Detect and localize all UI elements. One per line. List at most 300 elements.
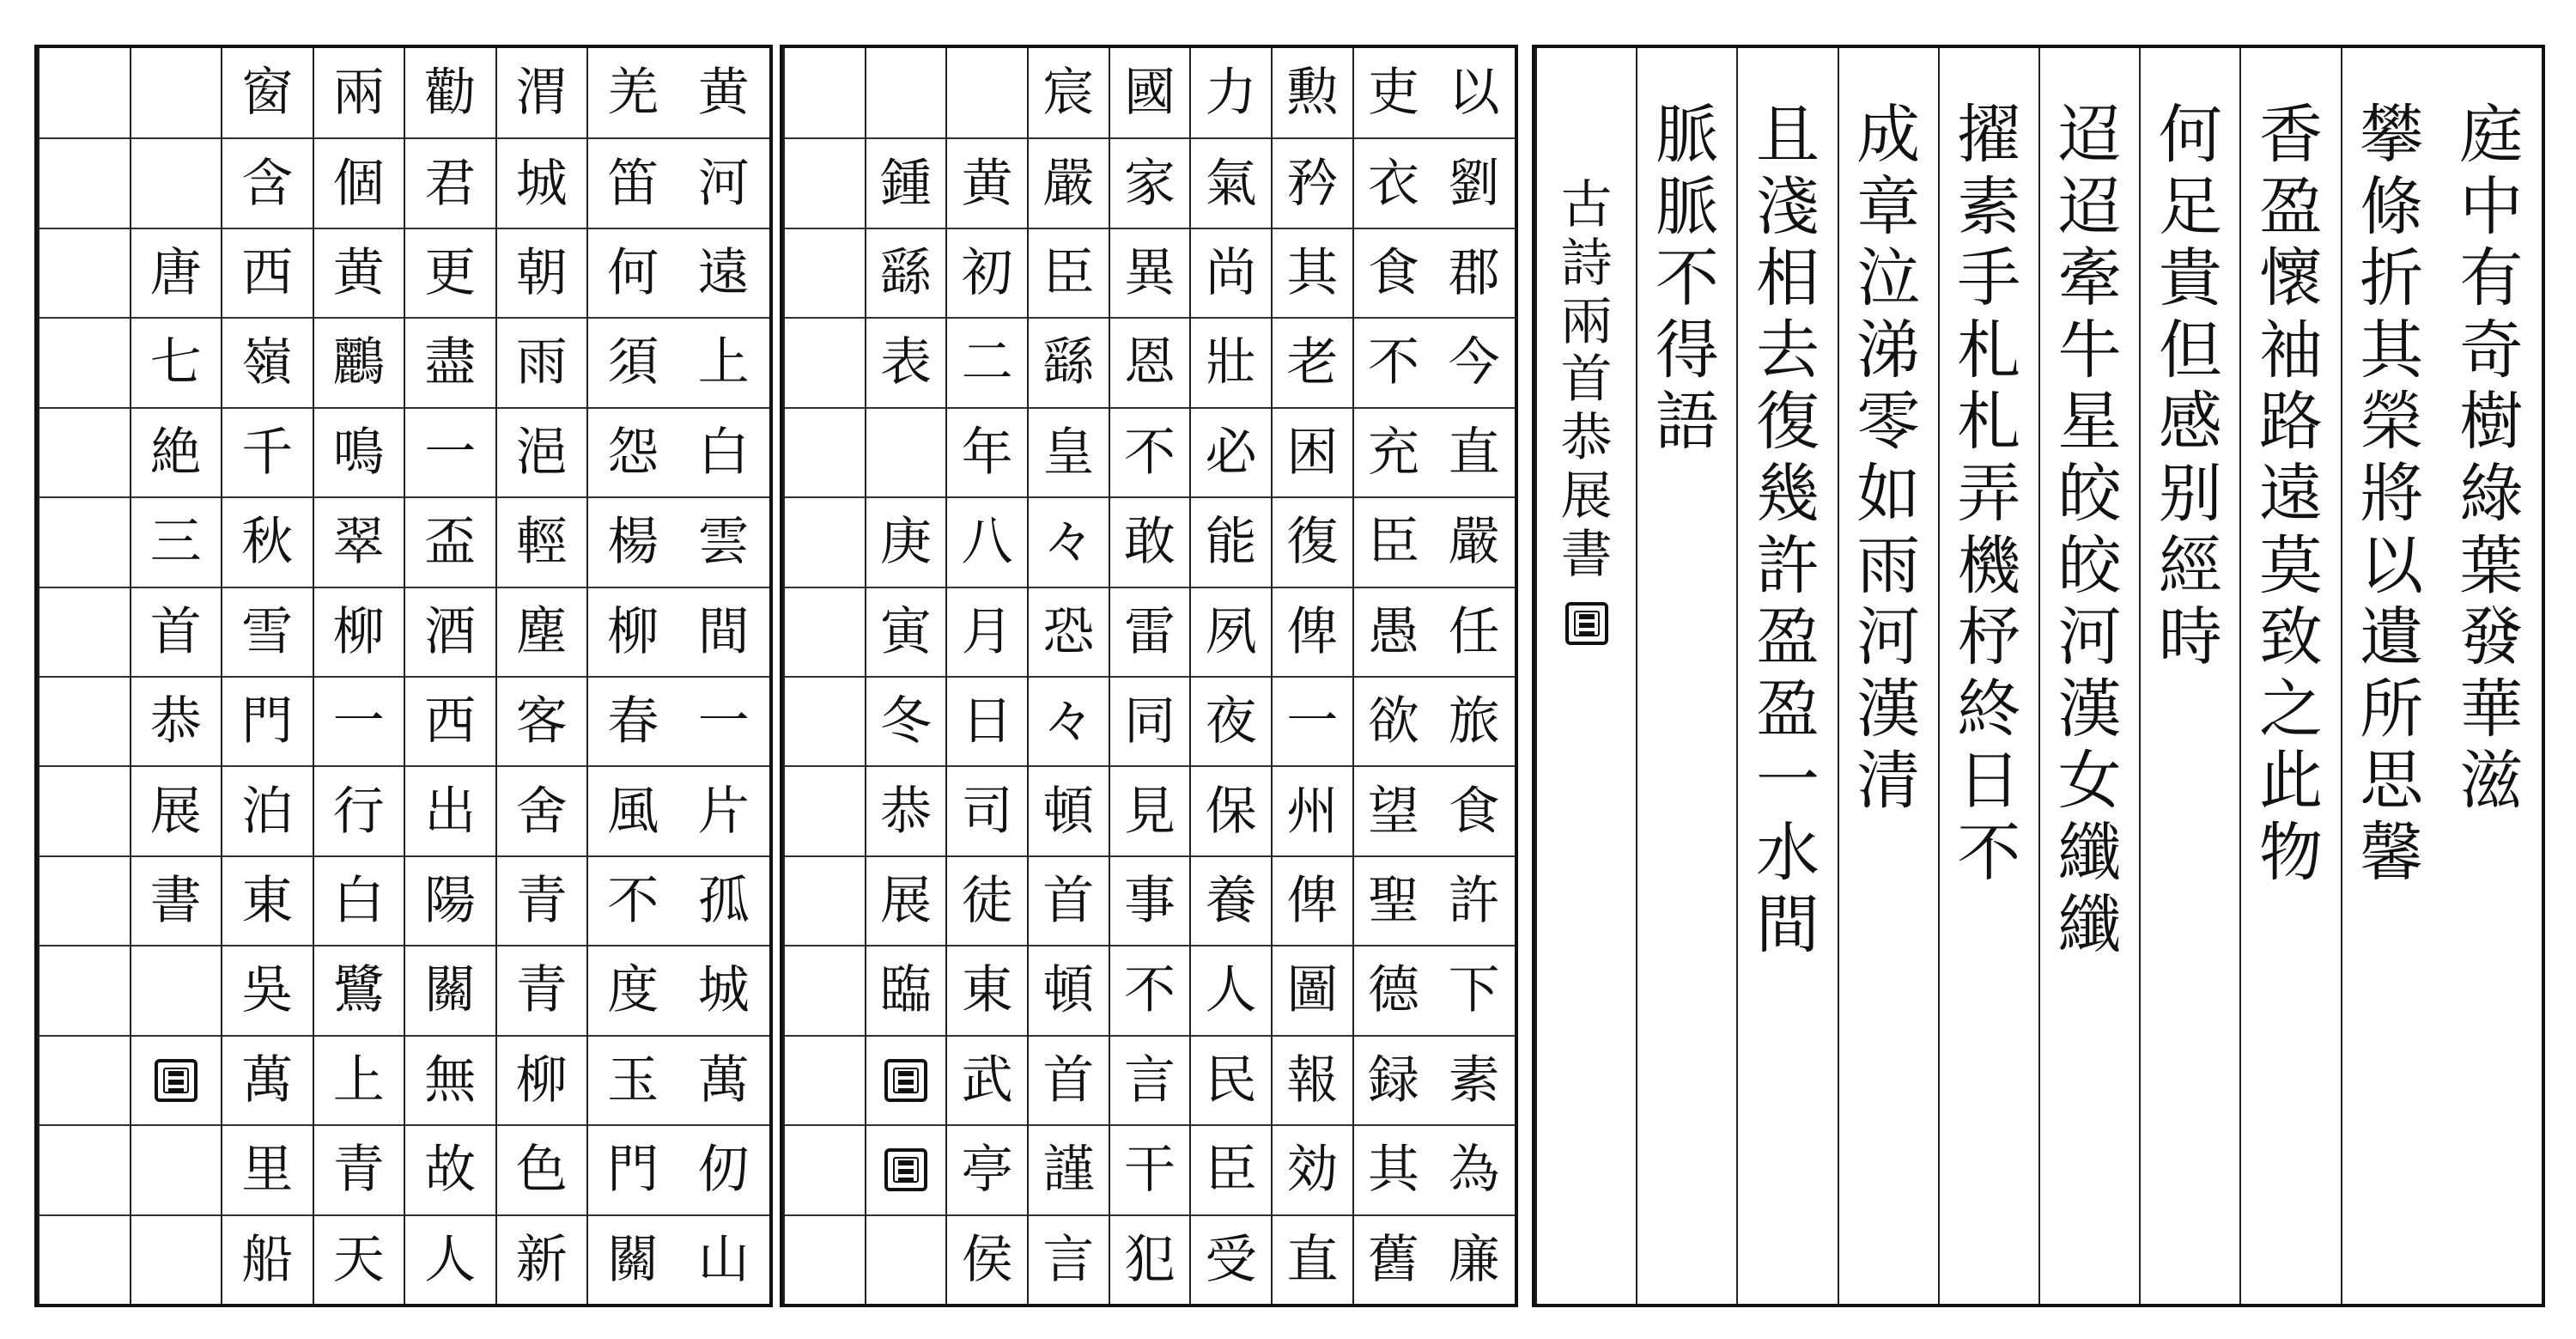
grid-character: 任 — [1433, 587, 1515, 676]
grid-character: 庚 — [866, 496, 946, 586]
text-character: 遺 — [2360, 600, 2424, 675]
grid-character: 關 — [405, 945, 495, 1034]
grid-character: 恭 — [131, 676, 222, 765]
grid-character: 保 — [1191, 765, 1271, 855]
grid-character: 一 — [678, 676, 770, 765]
vertical-text — [2040, 100, 2139, 961]
text-character: 綠 — [2459, 457, 2524, 532]
text-character: 攀 — [2360, 98, 2424, 172]
text-character: 纖 — [2057, 816, 2122, 891]
grid-character: 首 — [131, 587, 222, 676]
grid-character: 人 — [1191, 945, 1271, 1034]
text-character: 河 — [2057, 600, 2122, 675]
grid-character: 鸝 — [314, 317, 404, 406]
text-character: 盈 — [1756, 672, 1820, 746]
grid-character: 州 — [1273, 765, 1352, 855]
vertical-text — [2141, 100, 2239, 674]
grid-character — [131, 48, 222, 137]
grid-character: 里 — [222, 1124, 313, 1214]
text-character: 時 — [2158, 600, 2222, 675]
grid-character: 遠 — [678, 228, 770, 317]
grid-character — [785, 137, 865, 227]
grid-character: 亭 — [947, 1124, 1027, 1214]
text-character: 足 — [2158, 169, 2222, 244]
panel-running-script-ancient-poems — [1532, 45, 2545, 1307]
text-character: 書 — [1560, 524, 1613, 585]
text-character: 相 — [1756, 241, 1820, 316]
grid-character: 素 — [1433, 1035, 1515, 1124]
grid-character: 萬 — [222, 1035, 313, 1124]
grid-character: 々 — [1029, 496, 1109, 586]
text-character: 迢 — [2057, 98, 2122, 172]
text-character: 素 — [1957, 169, 2021, 244]
grid-character: 秋 — [222, 496, 313, 586]
text-character: 成 — [1856, 98, 1921, 172]
grid-character: 仞 — [678, 1124, 770, 1214]
text-character: 泣 — [1856, 241, 1921, 316]
grid-character: 白 — [314, 855, 404, 945]
grid-character: 東 — [947, 945, 1027, 1034]
grid-character: 効 — [1273, 1124, 1352, 1214]
text-column — [1636, 48, 1736, 1304]
grid-character — [785, 1214, 865, 1304]
text-character: 星 — [2057, 385, 2122, 460]
grid-character: 城 — [678, 945, 770, 1034]
grid-character: 須 — [588, 317, 678, 406]
grid-character: 繇 — [866, 228, 946, 317]
text-character: 牛 — [2057, 313, 2122, 387]
grid-character: 人 — [405, 1214, 495, 1304]
grid-character: 兩 — [332, 63, 385, 124]
grid-character: 唐 — [131, 228, 222, 317]
text-character: 機 — [1957, 528, 2021, 603]
grid-character — [131, 1214, 222, 1304]
grid-character: 以 — [1448, 63, 1500, 124]
grid-character: 片 — [678, 765, 770, 855]
grid-character: 言 — [1029, 1214, 1109, 1304]
grid-character: 首 — [1029, 1035, 1109, 1124]
grid-character: 初 — [947, 228, 1027, 317]
grid-character: 春 — [588, 676, 678, 765]
grid-character: 下 — [1433, 945, 1515, 1034]
grid-character: 何 — [588, 228, 678, 317]
grid-column — [221, 48, 313, 1304]
grid-character: 朝 — [497, 228, 587, 317]
grid-character — [39, 765, 130, 855]
grid-character: 其 — [1354, 1124, 1434, 1214]
text-character: 感 — [2158, 385, 2222, 460]
grid-column — [130, 48, 222, 1304]
text-character: 不 — [1957, 816, 2021, 891]
grid-character: 羌 — [607, 63, 659, 124]
text-character: 纖 — [2057, 887, 2122, 962]
grid-column — [1027, 48, 1109, 1304]
text-character: 札 — [1957, 313, 2021, 387]
grid-character — [39, 1035, 130, 1124]
grid-character: 陽 — [405, 855, 495, 945]
grid-character — [39, 228, 130, 317]
text-character: 物 — [2259, 816, 2324, 891]
text-column — [1736, 48, 1837, 1304]
grid-character: 其 — [1273, 228, 1352, 317]
grid-character: 臣 — [1191, 1124, 1271, 1214]
grid-character: 嚴 — [1029, 137, 1109, 227]
grid-character: 嶺 — [222, 317, 313, 406]
grid-character — [785, 407, 865, 496]
grid-character — [785, 496, 865, 586]
text-character: 其 — [2360, 313, 2424, 387]
text-character: 兩 — [1560, 291, 1613, 352]
grid-character: 雨 — [497, 317, 587, 406]
grid-character: 柳 — [588, 587, 678, 676]
grid-character — [785, 228, 865, 317]
grid-character: 旅 — [1433, 676, 1515, 765]
text-character: 女 — [2057, 744, 2122, 819]
grid-character: 同 — [1110, 676, 1190, 765]
text-character: 致 — [2259, 600, 2324, 675]
grid-character: 八 — [947, 496, 1027, 586]
grid-character: 盡 — [405, 317, 495, 406]
grid-character — [39, 587, 130, 676]
grid-character: 雷 — [1110, 587, 1190, 676]
text-character: 清 — [1856, 744, 1921, 819]
text-character: 古 — [1560, 175, 1613, 235]
grid-character — [866, 1214, 946, 1304]
text-character: 有 — [2459, 241, 2524, 316]
grid-character: 國 — [1124, 63, 1176, 124]
grid-character: 力 — [1205, 63, 1257, 124]
grid-character: 日 — [947, 676, 1027, 765]
text-character: 許 — [1756, 528, 1820, 603]
grid-character: 楊 — [588, 496, 678, 586]
grid-character: 夜 — [1191, 676, 1271, 765]
grid-character — [785, 1124, 865, 1214]
grid-character — [866, 407, 946, 496]
vertical-text — [2441, 100, 2542, 818]
grid-character: 臨 — [866, 945, 946, 1034]
text-character: 滋 — [2459, 744, 2524, 819]
grid-character: 門 — [222, 676, 313, 765]
grid-character — [866, 48, 946, 137]
grid-character: 圖 — [1273, 945, 1352, 1034]
grid-character: 首 — [1029, 855, 1109, 945]
grid-character: 恐 — [1029, 587, 1109, 676]
grid-character: 犯 — [1110, 1214, 1190, 1304]
grid-character — [947, 48, 1027, 137]
grid-character — [785, 676, 865, 765]
grid-character: 度 — [588, 945, 678, 1034]
text-character: 之 — [2259, 672, 2324, 746]
text-character: 但 — [2158, 313, 2222, 387]
text-character: 詩 — [1560, 233, 1613, 294]
text-character: 去 — [1756, 313, 1820, 387]
text-character: 袖 — [2259, 313, 2324, 387]
grid-character — [39, 1124, 130, 1214]
grid-character: 德 — [1354, 945, 1434, 1034]
text-character: 展 — [1560, 466, 1613, 526]
text-character: 皎 — [2057, 457, 2122, 532]
grid-character: 頓 — [1029, 945, 1109, 1034]
grid-character: 不 — [1354, 317, 1434, 406]
vertical-text — [1839, 100, 1938, 818]
grid-character: 七 — [131, 317, 222, 406]
text-character: 遠 — [2259, 457, 2324, 532]
text-column — [2441, 48, 2542, 1304]
grid-character: 黄 — [697, 63, 750, 124]
text-character: 語 — [1655, 385, 1719, 460]
grid-character — [39, 1214, 130, 1304]
grid-column — [38, 48, 130, 1304]
grid-character: 城 — [497, 137, 587, 227]
grid-character: 頓 — [1029, 765, 1109, 855]
grid-character: 事 — [1110, 855, 1190, 945]
grid-character: 干 — [1110, 1124, 1190, 1214]
grid-character: 勸 — [424, 63, 477, 124]
grid-character: 西 — [405, 676, 495, 765]
grid-character: 青 — [314, 1124, 404, 1214]
grid-character: 展 — [866, 855, 946, 945]
seal-stamp — [131, 1035, 222, 1124]
text-character: 間 — [1756, 887, 1820, 962]
grid-character: 直 — [1273, 1214, 1352, 1304]
grid-character: 新 — [497, 1214, 587, 1304]
grid-character — [131, 1124, 222, 1214]
grid-character: 矜 — [1273, 137, 1352, 227]
vertical-text — [1537, 177, 1636, 645]
grid-character — [39, 137, 130, 227]
grid-character: 直 — [1433, 407, 1515, 496]
grid-character: 行 — [314, 765, 404, 855]
grid-character: 河 — [678, 137, 770, 227]
grid-character: 郡 — [1433, 228, 1515, 317]
grid-character: 壯 — [1191, 317, 1271, 406]
grid-column — [1433, 48, 1515, 1304]
grid-character: 青 — [497, 945, 587, 1034]
text-character: 弄 — [1957, 457, 2021, 532]
panel-clerical-tang-poems — [34, 45, 773, 1307]
grid-character: 無 — [405, 1035, 495, 1124]
text-character: 擢 — [1957, 98, 2021, 172]
vertical-text — [1738, 100, 1837, 961]
text-character: 得 — [1655, 313, 1719, 387]
grid-column — [1189, 48, 1271, 1304]
grid-character: 望 — [1354, 765, 1434, 855]
grid-character: 不 — [588, 855, 678, 945]
grid-character: 表 — [866, 317, 946, 406]
text-column — [2038, 48, 2139, 1304]
grid-character: 展 — [131, 765, 222, 855]
text-character: 脈 — [1655, 98, 1719, 172]
grid-character: 皇 — [1029, 407, 1109, 496]
grid-character: 一 — [405, 407, 495, 496]
grid-character: 司 — [947, 765, 1027, 855]
grid-character: 翠 — [314, 496, 404, 586]
text-character: 香 — [2259, 98, 2324, 172]
grid-character: 吏 — [1368, 63, 1420, 124]
grid-character — [785, 855, 865, 945]
vertical-text — [2241, 100, 2340, 890]
grid-character: 謹 — [1029, 1124, 1109, 1214]
grid-character: 客 — [497, 676, 587, 765]
grid-character — [39, 496, 130, 586]
grid-character: 柳 — [497, 1035, 587, 1124]
grid-character: 天 — [314, 1214, 404, 1304]
grid-character: 寅 — [866, 587, 946, 676]
grid-column — [495, 48, 587, 1304]
grid-column — [1352, 48, 1434, 1304]
grid-character: 酒 — [405, 587, 495, 676]
grid-character: 臣 — [1029, 228, 1109, 317]
grid-character: 劉 — [1433, 137, 1515, 227]
text-character: 一 — [1756, 744, 1820, 819]
grid-character: 月 — [947, 587, 1027, 676]
text-character: 貴 — [2158, 241, 2222, 316]
text-character: 懷 — [2259, 241, 2324, 316]
grid-character: 言 — [1110, 1035, 1190, 1124]
text-character: 雨 — [1856, 528, 1921, 603]
text-character: 中 — [2459, 169, 2524, 244]
grid-character — [39, 945, 130, 1034]
text-character: 樹 — [2459, 385, 2524, 460]
grid-character: 見 — [1110, 765, 1190, 855]
grid-character: 玉 — [588, 1035, 678, 1124]
grid-character: 今 — [1433, 317, 1515, 406]
grid-character: 柳 — [314, 587, 404, 676]
grid-character: 食 — [1433, 765, 1515, 855]
grid-character: 許 — [1433, 855, 1515, 945]
text-character: 何 — [2158, 98, 2222, 172]
text-character: 復 — [1756, 385, 1820, 460]
text-character: 幾 — [1756, 457, 1820, 532]
grid-character: 侯 — [947, 1214, 1027, 1304]
grid-character: 盃 — [405, 496, 495, 586]
grid-character: 困 — [1273, 407, 1352, 496]
text-character: 水 — [1756, 816, 1820, 891]
text-character: 手 — [1957, 241, 2021, 316]
grid-character: 恩 — [1110, 317, 1190, 406]
grid-character: 不 — [1110, 945, 1190, 1034]
grid-character: 臣 — [1354, 496, 1434, 586]
grid-character: 笛 — [588, 137, 678, 227]
vertical-text — [1637, 100, 1736, 459]
grid-character: 塵 — [497, 587, 587, 676]
text-character: 涕 — [1856, 313, 1921, 387]
grid-character: 宸 — [1042, 63, 1095, 124]
grid-character: 書 — [131, 855, 222, 945]
text-character: 札 — [1957, 385, 2021, 460]
grid-character: 門 — [588, 1124, 678, 1214]
grid-character — [785, 765, 865, 855]
grid-character: 為 — [1433, 1124, 1515, 1214]
grid-column — [945, 48, 1027, 1304]
grid-character — [39, 317, 130, 406]
text-character: 漢 — [2057, 672, 2122, 746]
grid-character: 不 — [1110, 407, 1190, 496]
grid-character: 輕 — [497, 496, 587, 586]
text-character: 經 — [2158, 528, 2222, 603]
seal-icon — [884, 1148, 927, 1191]
seal-stamp — [866, 1124, 946, 1214]
text-character: 葉 — [2459, 528, 2524, 603]
text-character: 牽 — [2057, 241, 2122, 316]
text-column — [2239, 48, 2340, 1304]
text-character: 以 — [2360, 528, 2424, 603]
grid-character: 出 — [405, 765, 495, 855]
text-character: 首 — [1560, 350, 1613, 411]
grid-character: 東 — [222, 855, 313, 945]
seal-icon — [884, 1059, 927, 1102]
seal-icon — [1565, 602, 1608, 645]
grid-character: 食 — [1354, 228, 1434, 317]
grid-character: 恭 — [866, 765, 946, 855]
grid-character: 白 — [678, 407, 770, 496]
grid-character: 風 — [588, 765, 678, 855]
grid-character: 孤 — [678, 855, 770, 945]
grid-character: 欲 — [1354, 676, 1434, 765]
text-character: 庭 — [2459, 98, 2524, 172]
text-character: 馨 — [2360, 816, 2424, 891]
text-character: 不 — [1655, 241, 1719, 316]
grid-character: 黄 — [947, 137, 1027, 227]
grid-character: 年 — [947, 407, 1027, 496]
text-column — [2139, 48, 2239, 1304]
grid-character: 嚴 — [1433, 496, 1515, 586]
grid-character — [785, 317, 865, 406]
grid-character: 鳴 — [314, 407, 404, 496]
text-column — [1838, 48, 1938, 1304]
vertical-text — [2342, 100, 2441, 890]
text-character: 盈 — [1756, 600, 1820, 675]
grid-character: 氣 — [1191, 137, 1271, 227]
text-character: 路 — [2259, 385, 2324, 460]
text-column — [2341, 48, 2441, 1304]
text-character: 榮 — [2360, 385, 2424, 460]
grid-character: 家 — [1110, 137, 1190, 227]
grid-character — [39, 676, 130, 765]
grid-character: 武 — [947, 1035, 1027, 1124]
grid-character: 徒 — [947, 855, 1027, 945]
grid-character — [39, 48, 130, 137]
text-character: 奇 — [2459, 313, 2524, 387]
grid-character: 敢 — [1110, 496, 1190, 586]
text-character: 華 — [2459, 672, 2524, 746]
vertical-text — [1940, 100, 2038, 890]
grid-character: 舍 — [497, 765, 587, 855]
grid-character: 報 — [1273, 1035, 1352, 1124]
grid-character: 鍾 — [866, 137, 946, 227]
grid-character: 勲 — [1286, 63, 1339, 124]
grid-character: 色 — [497, 1124, 587, 1214]
grid-character: 絶 — [131, 407, 222, 496]
grid-character: 青 — [497, 855, 587, 945]
seal-stamp — [866, 1035, 946, 1124]
grid-character: 個 — [314, 137, 404, 227]
grid-character: 廉 — [1433, 1214, 1515, 1304]
text-character: 河 — [1856, 600, 1921, 675]
grid-character: 上 — [678, 317, 770, 406]
text-character: 日 — [1957, 744, 2021, 819]
grid-character: 繇 — [1029, 317, 1109, 406]
text-character: 淺 — [1756, 169, 1820, 244]
grid-character: 西 — [222, 228, 313, 317]
grid-character: 聖 — [1354, 855, 1434, 945]
grid-character: 俾 — [1273, 855, 1352, 945]
grid-character: 上 — [314, 1035, 404, 1124]
grid-character: 復 — [1273, 496, 1352, 586]
text-character: 杼 — [1957, 600, 2021, 675]
grid-character — [785, 48, 865, 137]
grid-character: 窗 — [241, 63, 294, 124]
